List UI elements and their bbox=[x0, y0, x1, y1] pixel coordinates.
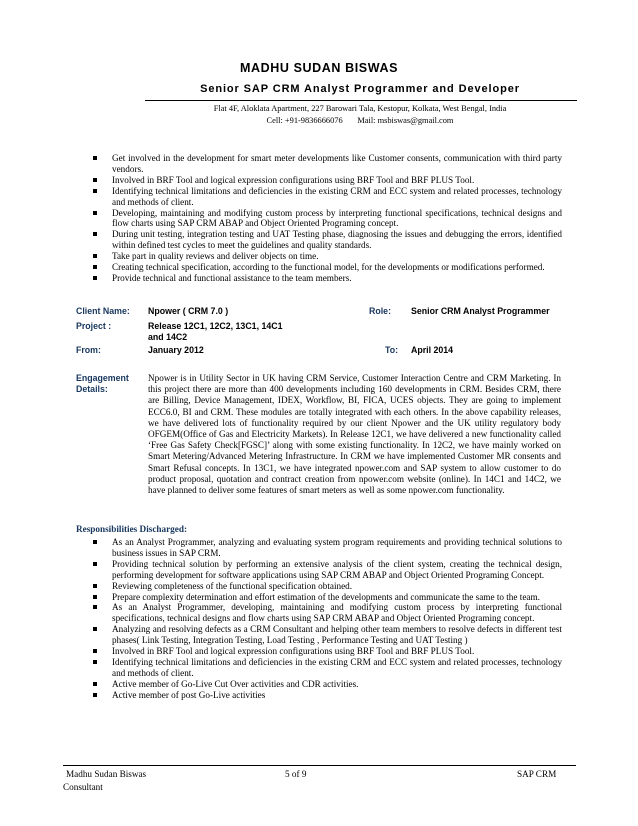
from-value: January 2012 bbox=[148, 345, 204, 355]
bullet-icon bbox=[93, 660, 97, 664]
client-value: Npower ( CRM 7.0 ) bbox=[148, 306, 229, 316]
to-label: To: bbox=[385, 345, 399, 355]
page-number: 5 of 9 bbox=[285, 769, 307, 779]
bullet-icon bbox=[93, 627, 97, 631]
list-item: Identifying technical limitations and deficiencies in the existing CRM and ECC system and related processes, technology and methods of client. bbox=[90, 186, 562, 208]
header-divider bbox=[145, 100, 577, 101]
list-item: Provide technical and functional assistance to the team members. bbox=[90, 273, 562, 284]
project-value: Release 12C1, 12C2, 13C1, 14C1 bbox=[148, 321, 283, 331]
bullet-icon bbox=[93, 211, 97, 215]
bullet-icon bbox=[93, 584, 97, 588]
list-item: During unit testing, integration testing and UAT Testing phase, diagnosing the issues and debugging the errors, identified within defined test cycles to meet the guidelines and quality standards. bbox=[90, 229, 562, 251]
bullet-icon bbox=[93, 540, 97, 544]
engagement-details: Npower is in Utility Sector in UK having CRM Service, Customer Interaction Centre and CRM Marketing. In this project there are more than 400 developments including 160 developments in CRM. Besides CRM, there are Billing, Device Management, IDEX, Workflow, BI, FICA, UCES objects. They are going to implement ECC6.0, BI and CRM. These modules are totally integrated with each others. In the above capability releases, we have delivered lots of functionality required by our client Npower and the UK utility regulatory body OFGEM(Office of Gas and Electricity Markets). In Release 12C1, we have delivered a new functionality called ‘Free Gas Safety Check[FGSC]’ along with some existing functionality. In 12C2, we have mainly worked on Smart Metering/Advanced Metering Infrastructure. In CRM we have implemented Customer MR consents and Smart Refusal concepts. In 13C1, we have integrated npower.com and SAP system to allow customer to do product proposal, quotation and contract creation from npower.com website (online). In 14C1 and 14C2, we have planned to deliver some features of smart meters as well as some npower.com functionality. bbox=[148, 373, 561, 496]
list-item: As an Analyst Programmer, analyzing and evaluating system program requirements and providing technical solutions to business issues in SAP CRM. bbox=[90, 537, 562, 559]
contact-line: Cell: +91-9836666076 Mail: msbiswas@gmail.com bbox=[266, 116, 454, 125]
footer-right: SAP CRM bbox=[517, 769, 557, 779]
list-item: Analyzing and resolving defects as a CRM Consultant and helping other team members to resolve defects in different test phases( Link Testing, Integration Testing, Load Testing , Performance Testing and UAT Testing ) bbox=[90, 624, 562, 646]
role-value: Senior CRM Analyst Programmer bbox=[411, 306, 550, 316]
bullet-icon bbox=[93, 156, 97, 160]
footer-author-role: Consultant bbox=[63, 782, 103, 792]
bullet-icon bbox=[93, 693, 97, 697]
bullet-icon bbox=[93, 232, 97, 236]
bullet-icon bbox=[93, 605, 97, 609]
list-item: Take part in quality reviews and deliver objects on time. bbox=[90, 251, 562, 262]
footer-divider bbox=[63, 765, 576, 766]
list-item: Get involved in the development for smart meter developments like Customer consents, communication with third party vendors. bbox=[90, 153, 562, 175]
candidate-name: MADHU SUDAN BISWAS bbox=[239, 61, 399, 75]
bullet-icon bbox=[93, 682, 97, 686]
engagement-label: Engagement Details: bbox=[76, 373, 129, 395]
list-item: Involved in BRF Tool and logical expression configurations using BRF Tool and BRF PLUS Tool. bbox=[90, 175, 562, 186]
bullet-icon bbox=[93, 178, 97, 182]
responsibilities-heading: Responsibilities Discharged: bbox=[76, 524, 188, 534]
duties-list bbox=[90, 153, 562, 284]
bullet-icon bbox=[93, 276, 97, 280]
list-item: Active member of post Go-Live activities bbox=[90, 690, 562, 701]
bullet-icon bbox=[93, 189, 97, 193]
bullet-icon bbox=[93, 649, 97, 653]
list-item: Creating technical specification, according to the functional model, for the developments or modifications performed. bbox=[90, 262, 562, 273]
client-label: Client Name: bbox=[76, 306, 130, 316]
list-item: Providing technical solution by performing an extensive analysis of the client system, creating the technical design, performing development for software applications using SAP CRM ABAP and Object Oriented Programing Concept. bbox=[90, 559, 562, 581]
footer-author: Madhu Sudan Biswas bbox=[66, 769, 147, 779]
bullet-icon bbox=[93, 595, 97, 599]
list-item: Prepare complexity determination and effort estimation of the developments and communicate the same to the team. bbox=[90, 592, 562, 603]
address-line: Flat 4F, Aloklata Apartment, 227 Barowari Tala, Kestopur, Kolkata, West Bengal, India bbox=[213, 104, 507, 113]
bullet-icon bbox=[93, 254, 97, 258]
list-item: Active member of Go-Live Cut Over activities and CDR activities. bbox=[90, 679, 562, 690]
responsibilities-list bbox=[90, 537, 562, 701]
bullet-icon bbox=[93, 562, 97, 566]
job-title: Senior SAP CRM Analyst Programmer and Developer bbox=[200, 83, 520, 95]
role-label: Role: bbox=[369, 306, 391, 316]
list-item: Developing, maintaining and modifying custom process by interpreting functional specifications, technical designs and flow charts using SAP CRM ABAP and Object Oriented Programing concept. bbox=[90, 208, 562, 230]
from-label: From: bbox=[76, 345, 101, 355]
project-label: Project : bbox=[76, 321, 112, 331]
list-item: Identifying technical limitations and deficiencies in the existing CRM and ECC system and related processes, technology and methods of client. bbox=[90, 657, 562, 679]
to-value: April 2014 bbox=[411, 345, 454, 355]
project-value-continued: and 14C2 bbox=[148, 332, 188, 342]
bullet-icon bbox=[93, 265, 97, 269]
list-item: Involved in BRF Tool and logical expression configurations using BRF Tool and BRF PLUS Tool. bbox=[90, 646, 562, 657]
list-item: Reviewing completeness of the functional specification obtained. bbox=[90, 581, 562, 592]
list-item: As an Analyst Programmer, developing, maintaining and modifying custom process by interpreting functional specifications, technical designs and flow charts using SAP CRM ABAP and Object Oriented Programing concept. bbox=[90, 602, 562, 624]
